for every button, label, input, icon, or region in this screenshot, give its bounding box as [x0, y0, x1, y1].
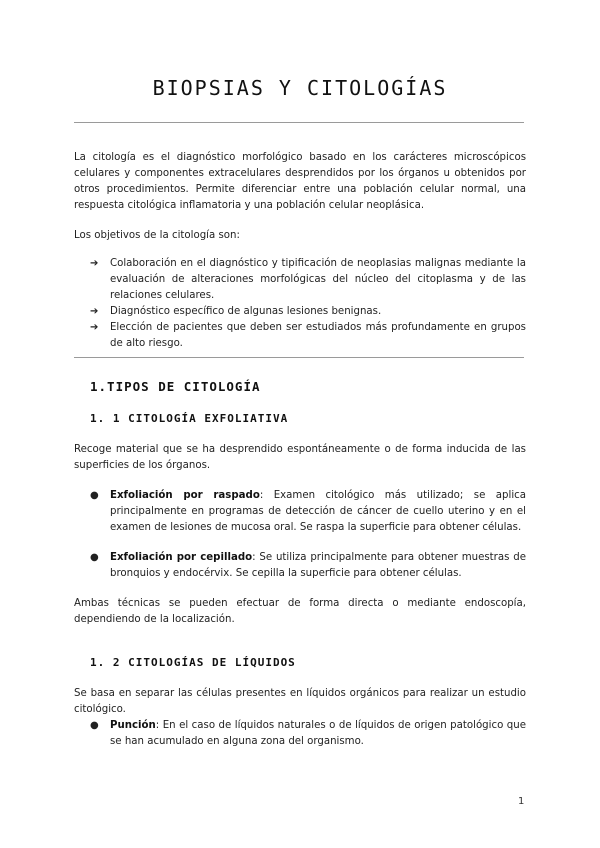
objective-text: Elección de pacientes que deben ser estudiados más profundamente en grupos de alto riesgo. — [110, 322, 526, 349]
document-title: BIOPSIAS Y CITOLOGÍAS — [152, 76, 448, 100]
technique-item — [90, 718, 526, 750]
subsection-heading-liquidos: 1. 2 CITOLOGÍAS DE LÍQUIDOS — [90, 656, 296, 669]
exfoliativa-list-2 — [90, 550, 526, 582]
technique-term: Exfoliación por cepillado — [110, 552, 253, 563]
arrow-icon: ➔ — [90, 322, 99, 333]
technique-item — [90, 550, 526, 582]
objective-item — [90, 304, 526, 320]
objective-item — [90, 256, 526, 304]
objective-item — [90, 320, 526, 352]
exfoliativa-list — [90, 488, 526, 536]
technique-text: : Examen citológico más utilizado; se aplica principalmente en programas de detección de cáncer de cuello uterino y en el examen de lesiones de mucosa oral. Se raspa la superficie para obtener células. — [110, 490, 526, 533]
exfoliativa-intro: Recoge material que se ha desprendido espontáneamente o de forma inducida de las superficies de los órganos. — [74, 444, 526, 471]
subsection-heading-exfoliativa: 1. 1 CITOLOGÍA EXFOLIATIVA — [90, 412, 289, 425]
technique-text: : En el caso de líquidos naturales o de líquidos de origen patológico que se han acumulado en alguna zona del organismo. — [110, 720, 526, 747]
exfoliativa-closing: Ambas técnicas se pueden efectuar de forma directa o mediante endoscopía, dependiendo de la localización. — [74, 598, 526, 625]
liquidos-list — [90, 718, 526, 750]
objective-text: Diagnóstico específico de algunas lesiones benignas. — [110, 306, 382, 317]
technique-text: : Se utiliza principalmente para obtener muestras de bronquios y endocérvix. Se cepilla la superficie para obtener células. — [110, 552, 526, 579]
page-number: 1 — [518, 796, 525, 807]
divider-top — [74, 122, 524, 123]
technique-item — [90, 488, 526, 536]
bullet-icon: ● — [90, 490, 99, 501]
intro-paragraph: La citología es el diagnóstico morfológico basado en los carácteres microscópicos celulares y componentes extracelulares desprendidos por los órganos u obtenidos por otros procedimientos. Permite diferenciar entre una población celular normal, una respuesta citológica inflamatoria y una población celular neoplásica. — [74, 152, 526, 211]
bullet-icon: ● — [90, 720, 99, 731]
arrow-icon: ➔ — [90, 306, 99, 317]
section-heading-tipos: 1.TIPOS DE CITOLOGÍA — [90, 379, 261, 394]
bullet-icon: ● — [90, 552, 99, 563]
objectives-list — [90, 256, 526, 352]
arrow-icon: ➔ — [90, 258, 99, 269]
technique-term: Punción — [110, 720, 156, 731]
divider-middle — [74, 357, 524, 358]
objective-text: Colaboración en el diagnóstico y tipificación de neoplasias malignas mediante la evaluación de alteraciones morfológicas del núcleo del citoplasma y de las relaciones celulares. — [110, 258, 526, 301]
objectives-intro: Los objetivos de la citología son: — [74, 230, 240, 241]
liquidos-intro: Se basa en separar las células presentes en líquidos orgánicos para realizar un estudio citológico. — [74, 688, 526, 715]
technique-term: Exfoliación por raspado — [110, 490, 260, 501]
